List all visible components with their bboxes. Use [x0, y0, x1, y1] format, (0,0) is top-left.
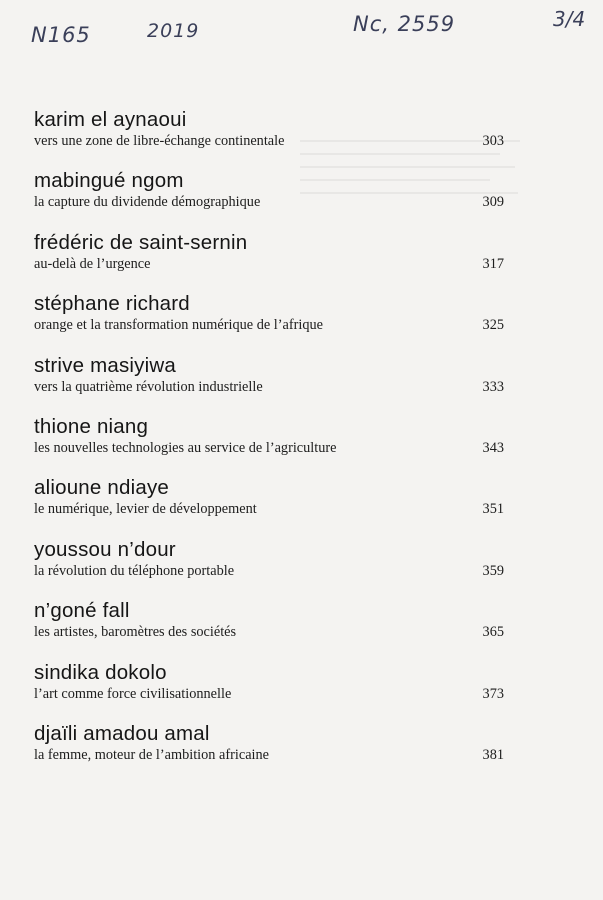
toc-author: frédéric de saint-sernin [34, 230, 248, 254]
toc-subtitle-row [34, 685, 504, 703]
toc-chapter-title: les nouvelles technologies au service de l’agriculture [34, 439, 337, 456]
handwritten-nc-number: Nc, 2559 [353, 12, 456, 36]
toc-author: mabingué ngom [34, 169, 184, 193]
toc-page-number: 351 [482, 501, 504, 518]
toc-entry [34, 722, 504, 783]
toc-entry [34, 108, 504, 169]
toc-subtitle-row [34, 439, 504, 457]
toc-chapter-title: les artistes, baromètres des sociétés [34, 624, 237, 641]
toc-page-number: 381 [482, 746, 504, 763]
toc-entry [34, 415, 504, 476]
toc-chapter-title: vers la quatrième révolution industrielle [34, 378, 263, 395]
toc-chapter-title: au-delà de l’urgence [34, 255, 151, 272]
toc-page-number: 373 [482, 685, 504, 702]
toc-chapter-title: orange et la transformation numérique de l’afrique [34, 317, 323, 334]
toc-author: thione niang [34, 414, 149, 438]
toc-author: sindika dokolo [34, 660, 167, 684]
toc-author: n’goné fall [34, 599, 130, 623]
toc-subtitle-row [34, 255, 504, 273]
toc-author: youssou n’dour [34, 537, 176, 561]
handwritten-year: 2019 [147, 20, 200, 42]
toc-entry [34, 476, 504, 537]
toc-author: strive masiyiwa [34, 353, 176, 377]
toc-chapter-title: la révolution du téléphone portable [34, 562, 235, 579]
toc-page-number: 303 [482, 133, 504, 149]
toc-subtitle-row [34, 316, 504, 334]
handwritten-ref-number: N165 [31, 23, 91, 47]
handwritten-fraction: 3/4 [553, 7, 586, 31]
toc-author: djaïli amadou amal [34, 721, 210, 745]
toc-page-number: 309 [482, 194, 504, 211]
toc-chapter-title: le numérique, levier de développement [34, 501, 257, 518]
toc-entry [34, 661, 504, 722]
toc-chapter-title: la femme, moteur de l’ambition africaine [34, 746, 270, 763]
toc-subtitle-row [34, 378, 504, 396]
toc-page-number: 359 [482, 562, 504, 579]
toc-page-number: 343 [482, 439, 504, 456]
toc-entry [34, 292, 504, 353]
toc-entry [34, 599, 504, 660]
toc-chapter-title: vers une zone de libre-échange continentale [34, 133, 285, 149]
toc-chapter-title: la capture du dividende démographique [34, 194, 261, 211]
toc-chapter-title: l’art comme force civilisationnelle [34, 685, 232, 702]
toc-entry [34, 538, 504, 599]
toc-author: karim el aynaoui [34, 108, 187, 131]
toc-page-number: 333 [482, 378, 504, 395]
toc-subtitle-row [34, 500, 504, 518]
toc-page-number: 365 [482, 624, 504, 641]
toc-entry [34, 354, 504, 415]
toc-subtitle-row [34, 623, 504, 641]
toc-entry [34, 231, 504, 292]
table-of-contents [34, 108, 504, 783]
toc-author: stéphane richard [34, 292, 190, 316]
toc-subtitle-row [34, 746, 504, 764]
toc-page-number: 325 [482, 317, 504, 334]
toc-page-number: 317 [482, 255, 504, 272]
toc-entry [34, 169, 504, 230]
toc-subtitle-row [34, 193, 504, 211]
toc-subtitle-row [34, 562, 504, 580]
toc-author: alioune ndiaye [34, 476, 170, 500]
toc-subtitle-row [34, 132, 504, 150]
